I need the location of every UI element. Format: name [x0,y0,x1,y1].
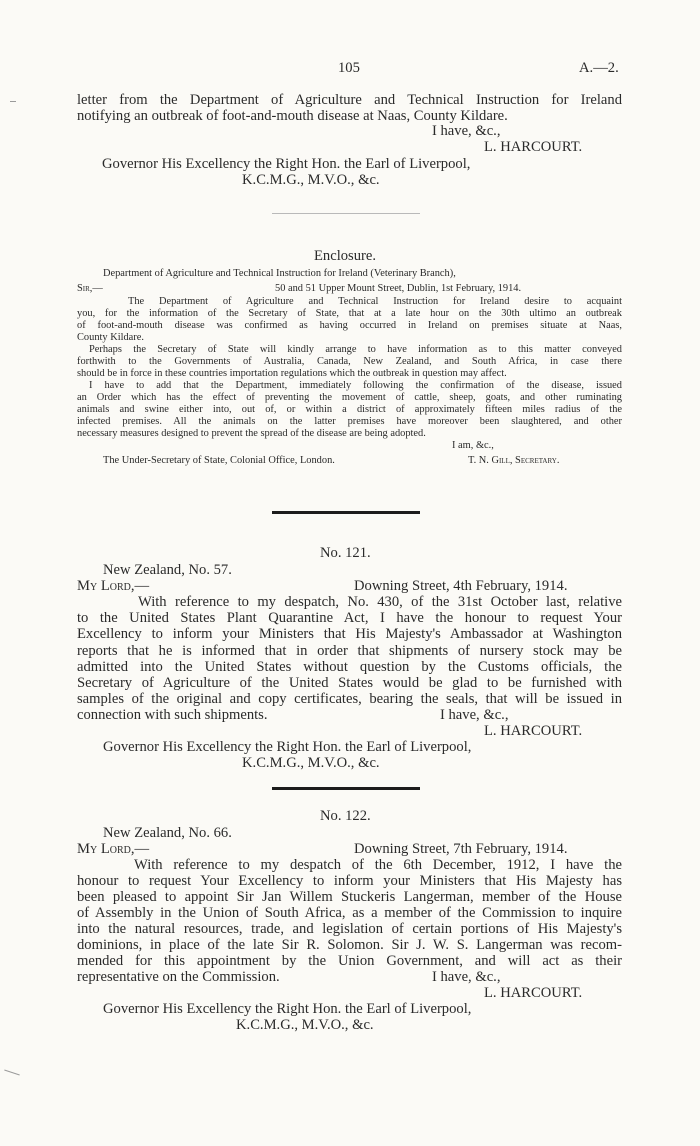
enclosure-line: should be in force in these countries importation regulations which the outbreak in question may affect. [77,368,507,379]
scan-mark [10,101,16,102]
enclosure-closing: I am, &c., [452,440,494,451]
separator-rule [272,213,420,214]
enclosure-line: I have to add that the Department, immediately following the confirmation of the disease, issued [89,380,622,391]
despatch-reference: New Zealand, No. 66. [103,825,232,841]
body-line: With reference to my despatch of the 6th December, 1912, I have the [134,857,622,873]
enclosure-line: The Department of Agriculture and Technical Instruction for Ireland desire to acquaint [128,296,622,307]
addressee-honours: K.C.M.G., M.V.O., &c. [242,172,380,188]
closing: I have, &c., [440,707,509,723]
body-line: been pleased to appoint Sir Jan Willem Stuckeris Langerman, member of the House [77,889,622,905]
page-number: 105 [338,60,360,76]
addressee-line: Governor His Excellency the Right Hon. the Earl of Liverpool, [103,1001,472,1017]
despatch-salutation: My Lord,— [77,841,150,857]
addressee-line: Governor His Excellency the Right Hon. the Earl of Liverpool, [103,739,472,755]
body-line: of Assembly in the Union of South Africa, as a member of the Commission to inquire [77,905,622,921]
body-line: reports that he is informed that in order that shipments of nursery stock may be [77,643,622,659]
body-line: admitted into the United States without question by the Customs officials, the [77,659,622,675]
enclosure-signatory: T. N. Gill, Secretary. [468,455,560,466]
body-line: letter from the Department of Agriculture and Technical Instruction for Ireland [77,92,622,108]
body-line: to the United States Plant Quarantine Act, I have the honour to request Your [77,610,622,626]
body-line: Secretary of Agriculture of the United States would be glad to be furnished with [77,675,622,691]
enclosure-line: forthwith to the Governments of Australia, Canada, New Zealand, and South Africa, in case there [77,356,622,367]
despatch-address-date: Downing Street, 4th February, 1914. [354,578,568,594]
enclosure-line: County Kildare. [77,332,144,343]
despatch-number: No. 122. [320,808,371,824]
enclosure-department: Department of Agriculture and Technical Instruction for Ireland (Veterinary Branch), [103,268,456,279]
despatch-number: No. 121. [320,545,371,561]
separator-rule-heavy [272,787,420,790]
body-line: dominions, in place of the late Sir R. Solomon. Sir J. W. S. Langerman was recom- [77,937,622,953]
despatch-address-date: Downing Street, 7th February, 1914. [354,841,568,857]
enclosure-salutation: Sir,— [77,283,103,294]
addressee-honours: K.C.M.G., M.V.O., &c. [242,755,380,771]
despatch-salutation: My Lord,— [77,578,150,594]
enclosure-heading: Enclosure. [314,248,377,264]
signature: L. HARCOURT. [484,985,583,1001]
enclosure-line: of foot-and-mouth disease was confirmed as having occurred in Ireland on premises situate at Naas, [77,320,622,331]
body-line: samples of the original and copy certificates, bearing the seals, that will be issued in [77,691,622,707]
enclosure-line: you, for the information of the Secretary of State, that at a late hour on the 30th ultimo an outbreak [77,308,622,319]
signature: L. HARCOURT. [484,723,583,739]
body-line: Excellency to inform your Ministers that His Majesty's Ambassador at Washington [77,626,622,642]
body-line: With reference to my despatch, No. 430, of the 31st October last, relative [138,594,622,610]
body-line: mended for this appointment by the Union Government, and will act as their [77,953,622,969]
enclosure-line: necessary measures designed to prevent the spread of the disease are being adopted. [77,428,426,439]
despatch-reference: New Zealand, No. 57. [103,562,232,578]
enclosure-line: an Order which has the effect of preventing the movement of cattle, sheep, goats, and other ruminating [77,392,622,403]
enclosure-line: Perhaps the Secretary of State will kindly arrange to have information as to this matter conveyed [89,344,622,355]
addressee-honours: K.C.M.G., M.V.O., &c. [236,1017,374,1033]
body-line: honour to request Your Excellency to inform your Ministers that His Majesty has [77,873,622,889]
closing: I have, &c., [432,123,501,139]
enclosure-line: animals and swine either into, out of, or within a district of approximately fifteen miles radius of the [77,404,622,415]
enclosure-line: infected premises. All the animals on the latter premises have moreover been slaughtered, and other [77,416,622,427]
body-line: into the natural resources, trade, and legislation of certain portions of His Majesty's [77,921,622,937]
body-line: notifying an outbreak of foot-and-mouth disease at Naas, County Kildare. [77,108,508,124]
body-line: representative on the Commission. [77,969,280,985]
addressee-line: Governor His Excellency the Right Hon. the Earl of Liverpool, [102,156,471,172]
closing: I have, &c., [432,969,501,985]
document-reference: A.—2. [579,60,619,76]
signature: L. HARCOURT. [484,139,583,155]
scan-mark [4,1070,20,1076]
separator-rule-heavy [272,511,420,514]
enclosure-address-date: 50 and 51 Upper Mount Street, Dublin, 1st February, 1914. [275,283,522,294]
enclosure-recipient: The Under-Secretary of State, Colonial Office, London. [103,455,335,466]
body-line: connection with such shipments. [77,707,268,723]
